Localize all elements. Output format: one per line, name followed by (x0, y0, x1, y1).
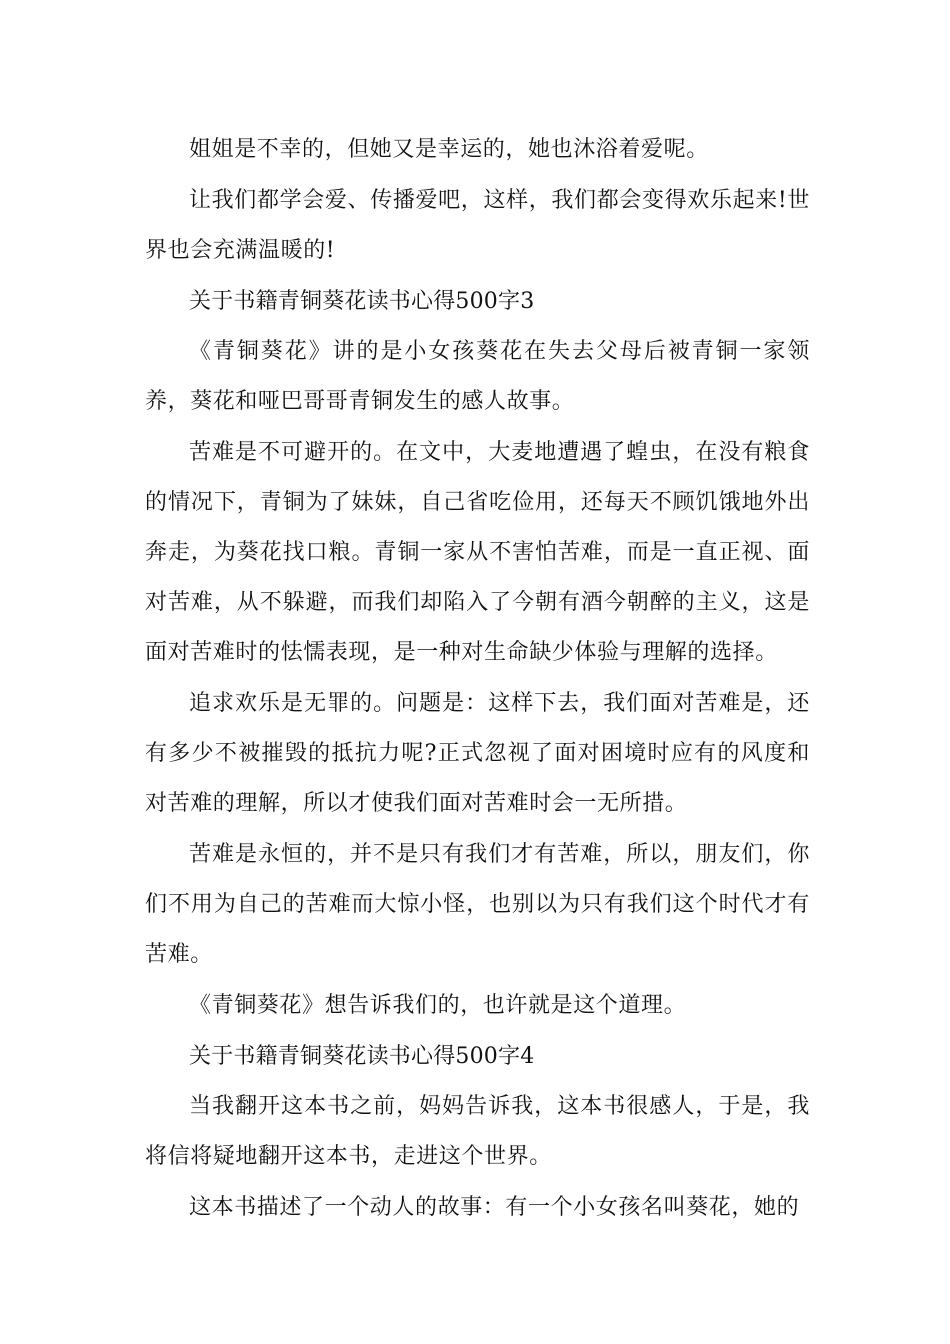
paragraph: 让我们都学会爱、传播爱吧，这样，我们都会变得欢乐起来!世界也会充满温暖的! (145, 188, 810, 263)
paragraph: 苦难是不可避开的。在文中，大麦地遭遇了蝗虫，在没有粮食的情况下，青铜为了妹妹，自己省吃俭用，还每天不顾饥饿地外出奔走，为葵花找口粮。青铜一家从不害怕苦难，而是一直正视、面对苦难，从不躲避，而我们却陷入了今朝有酒今朝醉的主义，这是面对苦难时的怯懦表现，是一种对生命缺少体验与理解的选择。 (145, 440, 810, 665)
paragraph: 这本书描述了一个动人的故事：有一个小女孩名叫葵花，她的 (189, 1195, 800, 1220)
paragraph: 苦难是永恒的，并不是只有我们才有苦难，所以，朋友们，你们不用为自己的苦难而大惊小怪，也别以为只有我们这个时代才有苦难。 (145, 842, 810, 967)
paragraph: 《青铜葵花》想告诉我们的，也许就是这个道理。 (189, 993, 687, 1018)
paragraph: 追求欢乐是无罪的。问题是：这样下去，我们面对苦难是，还有多少不被摧毁的抵抗力呢?正式忽视了面对困境时应有的风度和对苦难的理解，所以才使我们面对苦难时会一无所措。 (145, 691, 810, 816)
paragraph: 姐姐是不幸的，但她又是幸运的，她也沐浴着爱呢。 (189, 137, 709, 162)
paragraph: 《青铜葵花》讲的是小女孩葵花在失去父母后被青铜一家领养，葵花和哑巴哥哥青铜发生的感人故事。 (145, 339, 810, 414)
section-heading: 关于书籍青铜葵花读书心得500字3 (189, 289, 535, 314)
document-body (145, 125, 810, 1234)
paragraph: 当我翻开这本书之前，妈妈告诉我，这本书很感人，于是，我将信将疑地翻开这本书，走进这个世界。 (145, 1094, 810, 1169)
section-heading: 关于书籍青铜葵花读书心得500字4 (189, 1044, 535, 1069)
